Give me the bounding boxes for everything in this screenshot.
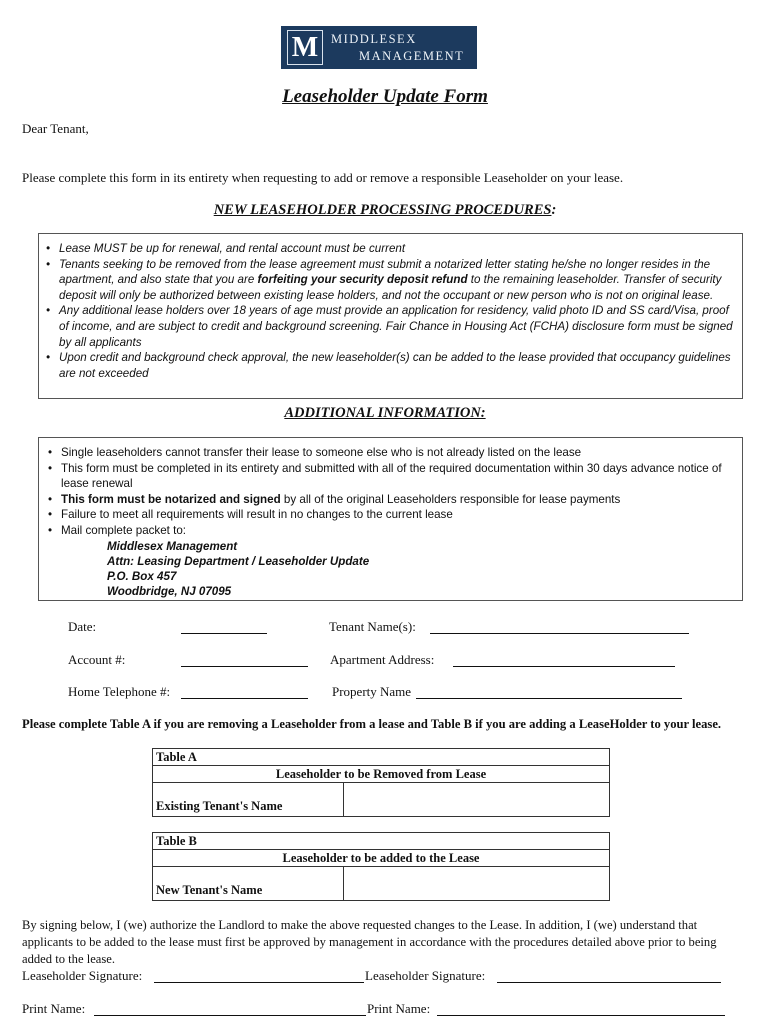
existing-tenant-name-field[interactable]: [344, 783, 610, 817]
additional-list: [45, 445, 736, 539]
new-tenant-name-field[interactable]: [344, 867, 610, 901]
logo-mark: M: [287, 30, 323, 65]
table-a: [152, 748, 610, 817]
form-title: Leaseholder Update Form: [282, 86, 488, 107]
home-telephone-field[interactable]: [181, 684, 308, 699]
list-item: • Failure to meet all requirements will result in no changes to the current lease: [45, 507, 736, 523]
apartment-address-field[interactable]: [453, 652, 675, 667]
table-b-label: Table B: [153, 833, 610, 850]
print-name-field-1[interactable]: [94, 1001, 366, 1016]
intro-text: Please complete this form in its entirety when requesting to add or remove a responsible Leaseholder on your lease.: [22, 170, 624, 185]
leaseholder-signature-label-2: Leaseholder Signature:: [365, 968, 486, 983]
account-field[interactable]: [181, 652, 308, 667]
mail-line: P.O. Box 457: [107, 569, 177, 583]
print-name-label-2: Print Name:: [367, 1001, 431, 1016]
list-item-emphasis: forfeiting your security deposit refund: [257, 273, 468, 287]
procedures-heading-text: NEW LEASEHOLDER PROCESSING PROCEDURES: [213, 202, 552, 218]
list-item-text: by all of the original Leaseholders responsible for lease payments: [283, 492, 621, 506]
new-tenant-label: New Tenant's Name: [153, 867, 344, 901]
additional-box: [38, 437, 743, 601]
mail-line: Woodbridge, NJ 07095: [107, 584, 232, 598]
home-telephone-label: Home Telephone #:: [68, 684, 171, 699]
list-item: • Upon credit and background check approval, the new leaseholder(s) can be added to the lease provided that occupancy guidelines are not exceeded: [43, 350, 736, 381]
list-item: • Single leaseholders cannot transfer their lease to someone else who is not already listed on the lease: [45, 445, 736, 461]
list-item: [45, 492, 736, 508]
existing-tenant-label: Existing Tenant's Name: [153, 783, 344, 817]
table-instructions: Please complete Table A if you are removing a Leaseholder from a lease and Table B if you are adding a LeaseHolder to your lease.: [22, 717, 722, 731]
list-item-emphasis: This form must be notarized and signed: [61, 492, 281, 506]
mail-line: Middlesex Management: [107, 539, 238, 553]
list-item: • Any additional lease holders over 18 years of age must provide an application for residency, valid photo ID and SS card/Visa, proof of income, and are subject to credit and background screening. Fair Chance in Housing Act (FCHA) disclosure form must be signed by all applicants: [43, 303, 736, 350]
procedures-heading-colon: :: [551, 202, 557, 218]
mail-line: Attn: Leasing Department / Leaseholder Update: [107, 554, 370, 568]
mailing-address: [45, 539, 736, 599]
property-name-label: Property Name: [332, 684, 412, 699]
list-item: • This form must be completed in its entirety and submitted with all of the required documentation within 30 days advance notice of lease renewal: [45, 461, 736, 492]
logo-line-1: MIDDLESEX: [331, 31, 417, 46]
apartment-address-label: Apartment Address:: [330, 652, 435, 667]
logo-line-2: MANAGEMENT: [359, 48, 465, 63]
table-a-label: Table A: [153, 749, 610, 766]
procedures-heading: [0, 202, 770, 219]
procedures-list: [43, 241, 736, 381]
tenant-names-label: Tenant Name(s):: [329, 619, 416, 634]
date-label: Date:: [68, 619, 97, 634]
authorization-text: By signing below, I (we) authorize the Landlord to make the above requested changes to the Lease. In addition, I (we) understand that applicants to be added to the lease must first be approved by management in accordance with the procedures detailed above prior to being added to the lease.: [22, 918, 717, 966]
list-item: [43, 257, 736, 304]
table-b: [152, 832, 610, 901]
print-name-field-2[interactable]: [437, 1001, 725, 1016]
leaseholder-signature-label-1: Leaseholder Signature:: [22, 968, 143, 983]
print-name-label-1: Print Name:: [22, 1001, 86, 1016]
leaseholder-signature-field-2[interactable]: [497, 968, 721, 983]
property-name-field[interactable]: [416, 684, 682, 699]
company-logo: [281, 26, 477, 69]
tenant-names-field[interactable]: [430, 619, 689, 634]
table-b-header: Leaseholder to be added to the Lease: [153, 850, 610, 867]
leaseholder-signature-field-1[interactable]: [154, 968, 364, 983]
logo-wordmark: [331, 31, 464, 65]
list-item: • Lease MUST be up for renewal, and rental account must be current: [43, 241, 736, 257]
list-item-text: Tenants seeking to be removed from the lease agreement must submit a notarized letter stating he/she no longer resides in the apartment, and also state that you are: [59, 257, 711, 287]
table-a-header: Leaseholder to be Removed from Lease: [153, 766, 610, 783]
account-label: Account #:: [68, 652, 126, 667]
list-item: • Mail complete packet to:: [45, 523, 736, 539]
procedures-box: [38, 233, 743, 399]
date-field[interactable]: [181, 619, 267, 634]
list-item-text: to the remaining leaseholder. Transfer of security deposit will only be authorized between existing lease holders, and not the occupant or new person who is not on original lease.: [59, 273, 722, 302]
additional-heading: ADDITIONAL INFORMATION:: [284, 405, 486, 421]
greeting: Dear Tenant,: [22, 121, 89, 136]
